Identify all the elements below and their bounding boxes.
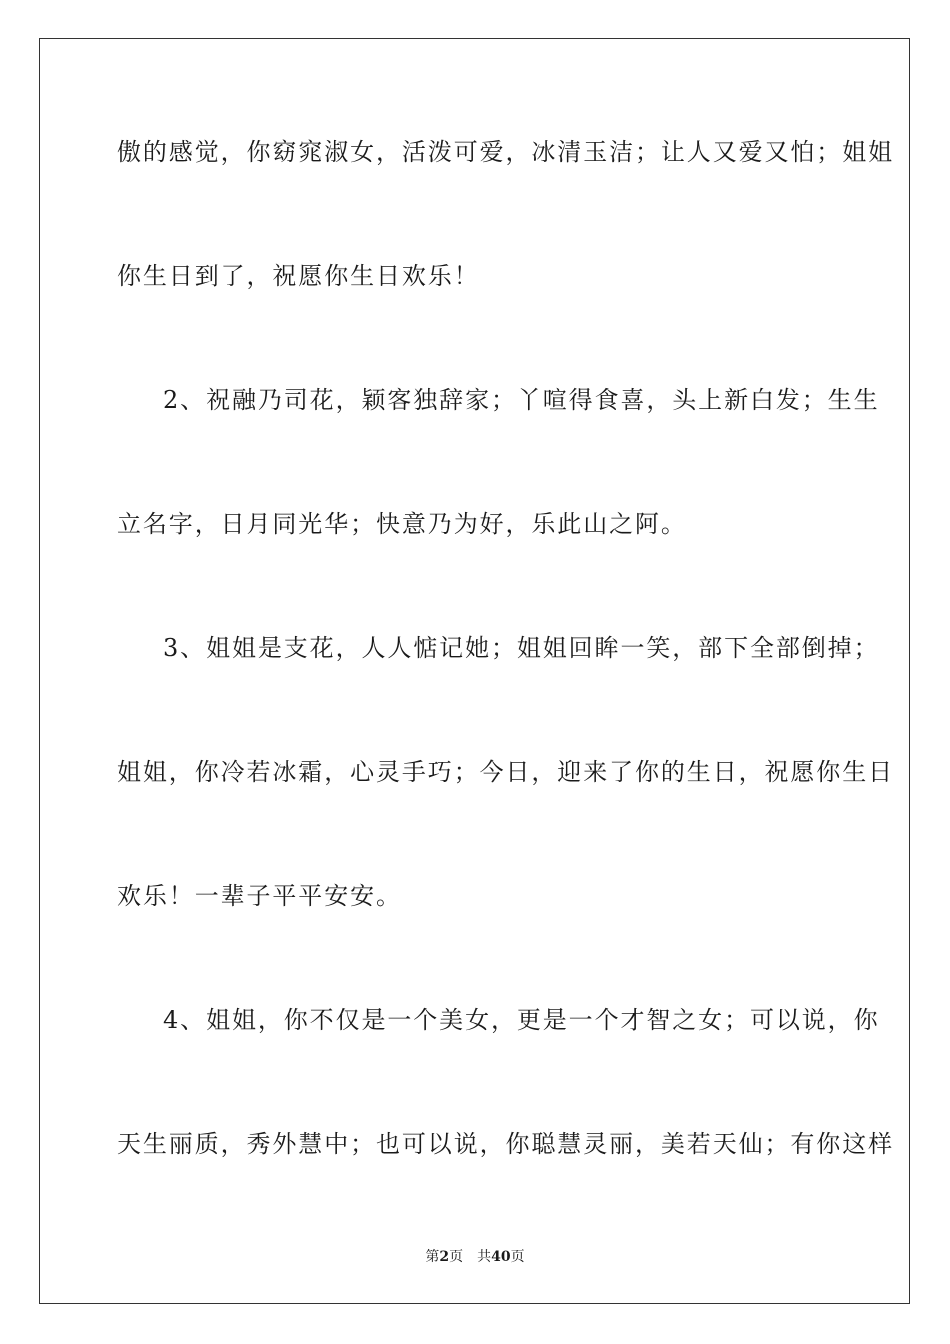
- paragraph-line: 3、姐姐是支花，人人惦记她；姐姐回眸一笑，部下全部倒掉；: [163, 634, 880, 662]
- paragraph-line: 天生丽质，秀外慧中；也可以说，你聪慧灵丽，美若天仙；有你这样: [117, 1130, 894, 1158]
- page-footer: [0, 1248, 950, 1266]
- page-border: [39, 38, 910, 1304]
- page-label-suffix: 页: [449, 1249, 464, 1265]
- paragraph-line: 姐姐，你冷若冰霜，心灵手巧；今日，迎来了你的生日，祝愿你生日: [117, 758, 894, 786]
- paragraph-line: 傲的感觉，你窈窕淑女，活泼可爱，冰清玉洁；让人又爱又怕；姐姐: [117, 138, 894, 166]
- paragraph-line: 立名字，日月同光华；快意乃为好，乐此山之阿。: [117, 510, 687, 538]
- page-label-prefix: 第: [425, 1249, 440, 1265]
- paragraph-line: 4、姐姐，你不仅是一个美女，更是一个才智之女；可以说，你: [163, 1006, 880, 1034]
- total-label-suffix: 页: [510, 1249, 525, 1265]
- page-number: 2: [439, 1249, 450, 1265]
- paragraph-line: 2、祝融乃司花，颖客独辞家；丫喧得食喜，头上新白发；生生: [163, 386, 880, 414]
- total-pages: 40: [491, 1249, 511, 1265]
- paragraph-line: 你生日到了，祝愿你生日欢乐！: [117, 262, 480, 290]
- total-label-prefix: 共: [477, 1249, 492, 1265]
- paragraph-line: 欢乐！一辈子平平安安。: [117, 882, 402, 910]
